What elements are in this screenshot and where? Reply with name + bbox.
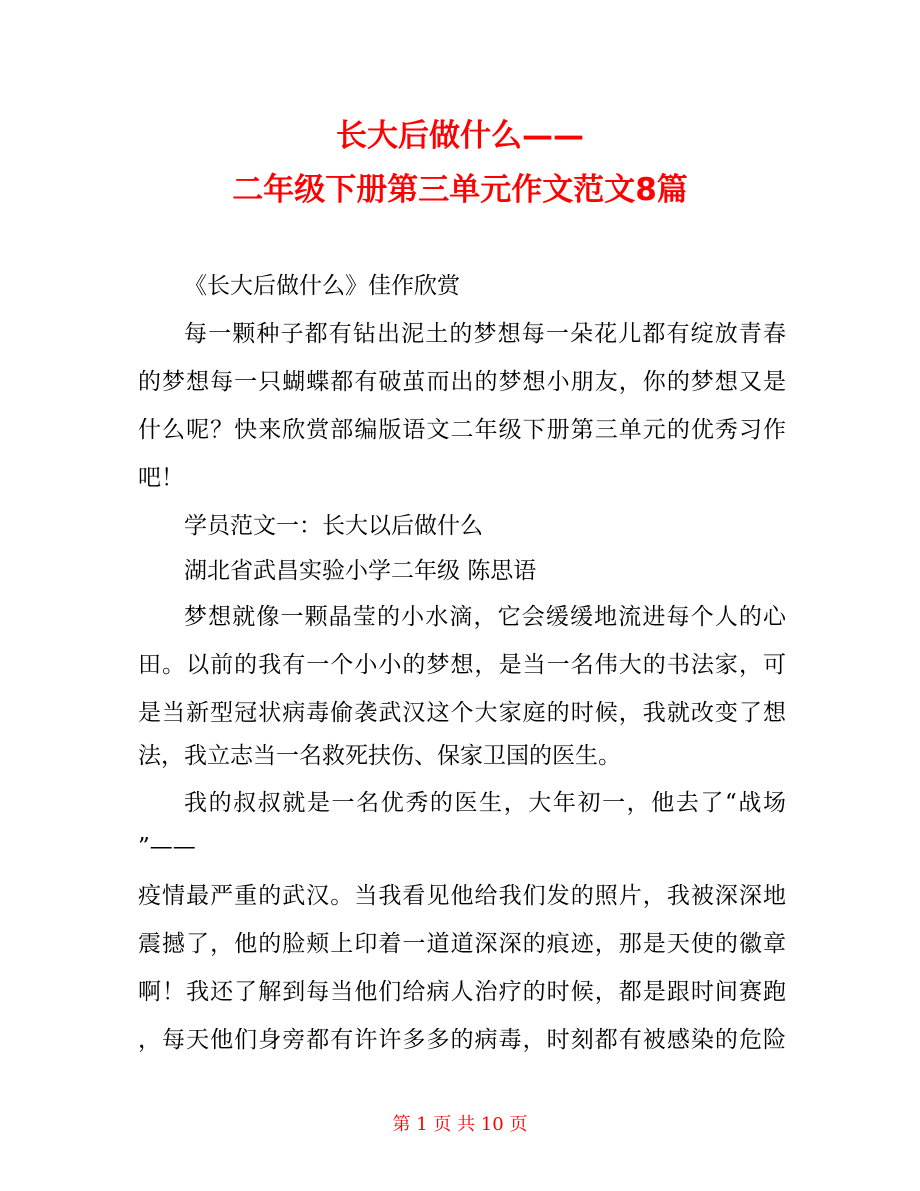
paragraph-line: 疫情最严重的武汉。当我看见他给我们发的照片，我被深深地 — [138, 883, 786, 909]
paragraph-line: 法，我立志当一名救死扶伤、保家卫国的医生。 — [138, 743, 621, 769]
title-line-1: 长大后做什么—— — [336, 118, 584, 154]
essay-author: 湖北省武昌实验小学二年级 陈思语 — [184, 558, 537, 584]
page-footer: 第 1 页 共 10 页 — [392, 1114, 528, 1135]
paragraph-line: 田。以前的我有一个小小的梦想，是当一名伟大的书法家，可 — [138, 652, 786, 678]
title-line-2: 二年级下册第三单元作文范文8篇 — [232, 172, 688, 208]
paragraph-line: 每一颗种子都有钻出泥土的梦想每一朵花儿都有绽放青春 — [184, 321, 786, 347]
paragraph-line: 什么呢？快来欣赏部编版语文二年级下册第三单元的优秀习作 — [138, 417, 786, 443]
paragraph-line: 我的叔叔就是一名优秀的医生，大年初一，他去了“战场 — [184, 790, 786, 816]
paragraph-line: 啊！我还了解到每当他们给病人治疗的时候，都是跟时间赛跑 — [138, 979, 786, 1005]
paragraph-line: 是当新型冠状病毒偷袭武汉这个大家庭的时候，我就改变了想 — [138, 700, 786, 726]
paragraph-line: 的梦想每一只蝴蝶都有破茧而出的梦想小朋友，你的梦想又是 — [138, 369, 786, 395]
paragraph-line: 吧！ — [138, 465, 184, 491]
paragraph-line: 震撼了，他的脸颊上印着一道道深深的痕迹，那是天使的徽章 — [138, 931, 786, 957]
paragraph-line: 梦想就像一颗晶莹的小水滴，它会缓缓地流进每个人的心 — [184, 604, 786, 630]
essay-title: 学员范文一：长大以后做什么 — [184, 513, 483, 539]
section-heading: 《长大后做什么》佳作欣赏 — [184, 273, 460, 299]
paragraph-line: ”—— — [138, 834, 196, 860]
paragraph-line: ，每天他们身旁都有许许多多的病毒，时刻都有被感染的危险 — [138, 1027, 786, 1053]
